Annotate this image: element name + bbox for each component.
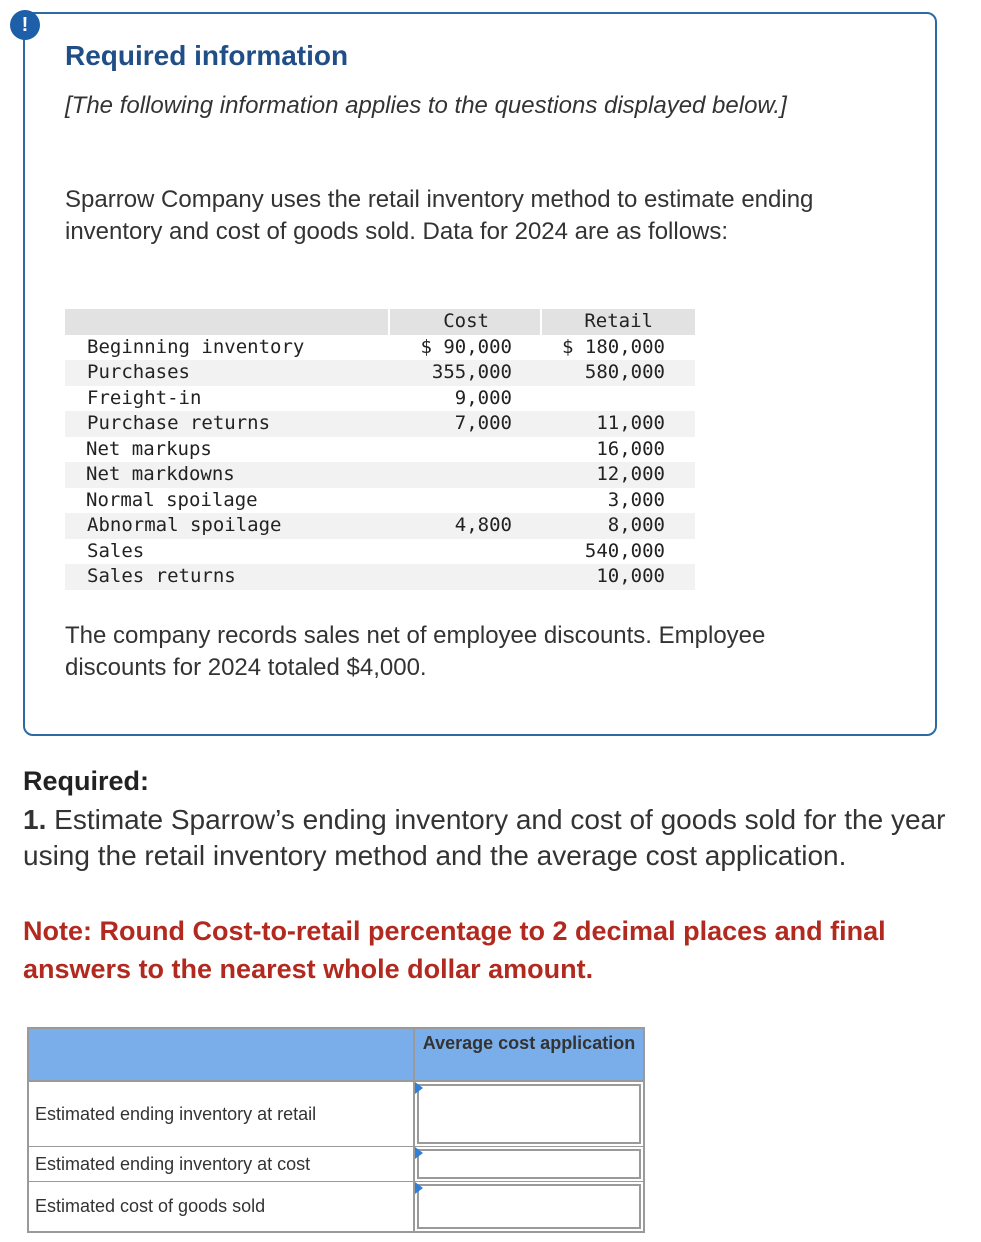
table-row — [65, 462, 695, 488]
row-retail: 8,000 — [607, 514, 665, 536]
table-row — [65, 437, 695, 463]
row-label: Net markups — [86, 437, 212, 460]
answer-row — [29, 1147, 643, 1182]
table-row — [65, 539, 695, 565]
ending-inventory-cost-input[interactable] — [417, 1149, 641, 1179]
info-title: Required information — [65, 40, 349, 71]
answer-cell — [415, 1182, 643, 1231]
cell-marker-icon — [415, 1147, 423, 1159]
alert-icon: ! — [10, 10, 40, 40]
row-retail: 12,000 — [596, 463, 665, 485]
retail-header: Retail — [584, 310, 653, 332]
table-row — [65, 411, 695, 437]
row-label: Purchases — [87, 361, 190, 383]
table-row — [65, 386, 695, 412]
answer-cell — [415, 1147, 643, 1181]
row-retail: 580,000 — [584, 361, 665, 383]
cost-header: Cost — [443, 310, 489, 332]
row-retail: 3,000 — [607, 488, 665, 511]
answer-row-label: Estimated cost of goods sold — [29, 1182, 415, 1231]
table-header-row — [65, 309, 695, 335]
row-label: Normal spoilage — [86, 488, 258, 511]
row-cost: 7,000 — [454, 412, 512, 434]
row-label: Sales returns — [87, 565, 236, 587]
required-title: Required: — [23, 766, 150, 796]
row-label: Abnormal spoilage — [87, 514, 282, 536]
row-label: Sales — [87, 539, 145, 562]
answer-table — [27, 1027, 645, 1233]
table-row — [65, 335, 695, 361]
answer-row-label: Estimated ending inventory at cost — [29, 1147, 415, 1181]
rounding-note: Note: Round Cost-to-retail percentage to 2 decimal places and final answers to the nearest whole dollar amount. — [23, 916, 886, 984]
answer-row-label: Estimated ending inventory at retail — [29, 1082, 415, 1146]
table-row — [65, 360, 695, 386]
row-cost: 355,000 — [431, 361, 512, 383]
row-label: Freight-in — [87, 386, 202, 409]
question-number: 1. — [23, 804, 47, 835]
answer-row — [29, 1082, 643, 1147]
answer-row — [29, 1182, 643, 1231]
required-question — [23, 802, 981, 874]
row-cost: $ 90,000 — [420, 335, 512, 358]
answer-cell — [415, 1082, 643, 1146]
row-cost: 4,800 — [454, 514, 512, 536]
row-retail: 11,000 — [596, 412, 665, 434]
row-retail: $ 180,000 — [562, 335, 665, 358]
inventory-data-table — [65, 309, 695, 590]
info-footer: The company records sales net of employee discounts. Employee discounts for 2024 totaled $4,000. — [65, 622, 766, 681]
question-text: Estimate Sparrow’s ending inventory and cost of goods sold for the year using the retail inventory method and the average cost application. — [23, 804, 946, 871]
row-retail: 10,000 — [596, 565, 665, 587]
row-label: Beginning inventory — [87, 335, 305, 358]
table-row — [65, 513, 695, 539]
answer-table-header-blank — [29, 1029, 415, 1082]
cell-marker-icon — [415, 1082, 423, 1094]
cost-of-goods-sold-input[interactable] — [417, 1184, 641, 1229]
ending-inventory-retail-input[interactable] — [417, 1084, 641, 1144]
row-label: Net markdowns — [86, 463, 235, 485]
row-label: Purchase returns — [87, 412, 271, 434]
row-cost: 9,000 — [454, 386, 512, 409]
info-subtitle: [The following information applies to the questions displayed below.] — [65, 92, 787, 119]
table-row — [65, 564, 695, 590]
average-cost-header: Average cost application — [415, 1029, 643, 1082]
row-retail: 540,000 — [584, 539, 665, 562]
row-retail: 16,000 — [596, 437, 665, 460]
info-intro: Sparrow Company uses the retail inventory method to estimate ending inventory and cost of goods sold. Data for 2024 are as follows: — [65, 186, 814, 245]
table-row — [65, 488, 695, 514]
cell-marker-icon — [415, 1182, 423, 1194]
